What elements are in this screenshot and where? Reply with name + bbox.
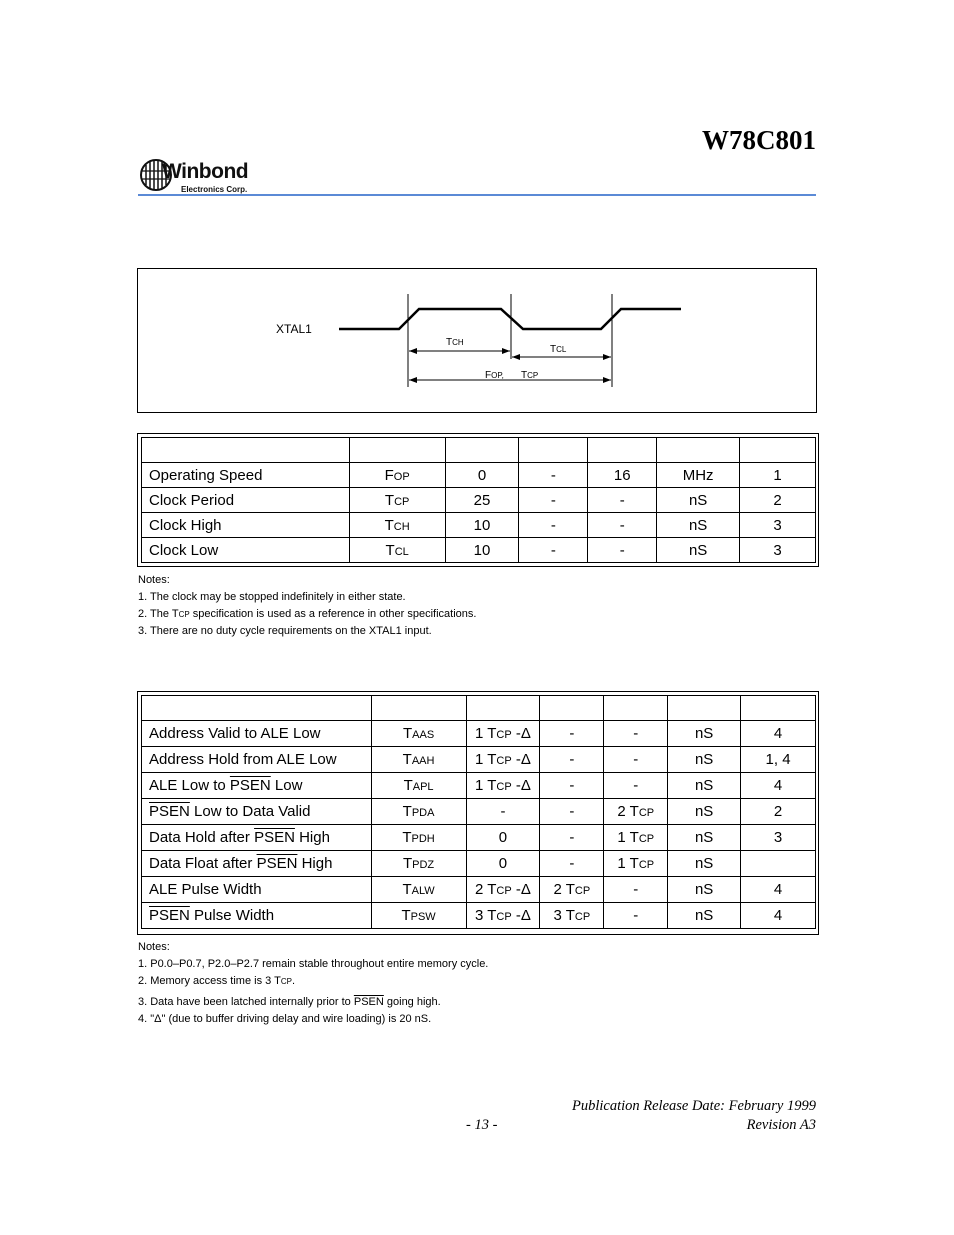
min-cell: 1 TCP -Δ [466, 721, 540, 747]
note-4: 4. "Δ" (due to buffer driving delay and wire loading) is 20 nS. [138, 1013, 432, 1025]
param-cell: Data Float after PSEN High [142, 851, 372, 877]
min-cell: 1 TCP -Δ [466, 747, 540, 773]
table-row [142, 721, 816, 747]
symbol-cell: FOP [349, 463, 445, 488]
header-rule [138, 194, 816, 196]
unit-cell: nS [668, 903, 741, 929]
logo-brand: Winbond [162, 160, 249, 183]
unit-cell: nS [668, 773, 741, 799]
winbond-logo [140, 157, 260, 195]
max-cell: 1 TCP [604, 825, 668, 851]
typ-cell: - [540, 851, 604, 877]
symbol-cell: TPSW [371, 903, 466, 929]
notes-cell: 2 [740, 488, 816, 513]
unit-cell: nS [657, 488, 740, 513]
table-row [142, 463, 816, 488]
signal-label: XTAL1 [276, 322, 312, 336]
notes-cell: 3 [741, 825, 816, 851]
note-heading: Notes: [138, 574, 170, 586]
note-3: 3. Data have been latched internally prior to PSEN going high. [138, 996, 441, 1008]
notes-cell: 4 [741, 773, 816, 799]
unit-cell: nS [668, 877, 741, 903]
typ-cell: - [540, 799, 604, 825]
clock-spec-table [141, 437, 816, 563]
part-number-title: W78C801 [702, 125, 816, 155]
symbol-cell: TPDH [371, 825, 466, 851]
max-cell: - [604, 773, 668, 799]
clock-notes [138, 572, 476, 640]
note-3: 3. There are no duty cycle requirements on the XTAL1 input. [138, 625, 432, 637]
notes-cell: 4 [741, 721, 816, 747]
param-cell: ALE Pulse Width [142, 877, 372, 903]
unit-cell: nS [657, 513, 740, 538]
max-cell: 2 TCP [604, 799, 668, 825]
notes-cell [741, 851, 816, 877]
table-row [142, 538, 816, 563]
max-cell: 16 [588, 463, 657, 488]
min-cell: 2 TCP -Δ [466, 877, 540, 903]
param-cell: Clock Period [142, 488, 350, 513]
typ-cell: - [519, 513, 588, 538]
symbol-cell: TALW [371, 877, 466, 903]
max-cell: - [604, 877, 668, 903]
typ-cell: 3 TCP [540, 903, 604, 929]
param-cell: PSEN Pulse Width [142, 903, 372, 929]
table-row [142, 851, 816, 877]
typ-cell: - [519, 463, 588, 488]
min-cell: 3 TCP -Δ [466, 903, 540, 929]
min-cell: - [466, 799, 540, 825]
symbol-cell: TAPL [371, 773, 466, 799]
min-cell: 25 [445, 488, 519, 513]
min-cell: 0 [445, 463, 519, 488]
typ-cell: - [519, 538, 588, 563]
note-1: 1. P0.0–P0.7, P2.0–P2.7 remain stable throughout entire memory cycle. [138, 958, 489, 970]
max-cell: - [588, 488, 657, 513]
xtal1-timing-diagram [137, 268, 817, 413]
page-number: - 13 - [466, 1117, 498, 1133]
notes-cell: 1 [740, 463, 816, 488]
notes-cell: 2 [741, 799, 816, 825]
table-row [142, 903, 816, 929]
notes-cell: 3 [740, 513, 816, 538]
max-cell: - [604, 721, 668, 747]
param-cell: Clock Low [142, 538, 350, 563]
max-cell: - [604, 903, 668, 929]
table-header-row [142, 696, 816, 721]
notes-cell: 3 [740, 538, 816, 563]
symbol-cell: TPDA [371, 799, 466, 825]
table-row [142, 488, 816, 513]
min-cell: 0 [466, 825, 540, 851]
min-cell: 1 TCP -Δ [466, 773, 540, 799]
memory-spec-table [141, 695, 816, 929]
symbol-cell: TAAS [371, 721, 466, 747]
typ-cell: - [540, 721, 604, 747]
table-row [142, 773, 816, 799]
min-cell: 0 [466, 851, 540, 877]
notes-cell: 4 [741, 903, 816, 929]
param-cell: Address Valid to ALE Low [142, 721, 372, 747]
typ-cell: - [540, 825, 604, 851]
min-cell: 10 [445, 513, 519, 538]
unit-cell: nS [657, 538, 740, 563]
symbol-cell: TCL [349, 538, 445, 563]
max-cell: - [588, 513, 657, 538]
param-cell: Clock High [142, 513, 350, 538]
unit-cell: nS [668, 825, 741, 851]
param-cell: ALE Low to PSEN Low [142, 773, 372, 799]
table-row [142, 747, 816, 773]
symbol-cell: TCH [349, 513, 445, 538]
memory-notes [138, 939, 488, 1028]
symbol-cell: TAAH [371, 747, 466, 773]
max-cell: 1 TCP [604, 851, 668, 877]
release-date: Publication Release Date: February 1999 [571, 1098, 816, 1114]
table-header-row [142, 438, 816, 463]
unit-cell: nS [668, 799, 741, 825]
table-row [142, 877, 816, 903]
tcl-label: TCL [550, 344, 567, 355]
notes-cell: 4 [741, 877, 816, 903]
unit-cell: nS [668, 851, 741, 877]
symbol-cell: TPDZ [371, 851, 466, 877]
unit-cell: MHz [657, 463, 740, 488]
notes-cell: 1, 4 [741, 747, 816, 773]
typ-cell: 2 TCP [540, 877, 604, 903]
table-row [142, 513, 816, 538]
table-row [142, 799, 816, 825]
tch-label: TCH [446, 337, 464, 348]
max-cell: - [588, 538, 657, 563]
fop-label: FOP, [485, 370, 504, 381]
unit-cell: nS [668, 721, 741, 747]
typ-cell: - [540, 773, 604, 799]
unit-cell: nS [668, 747, 741, 773]
param-cell: Data Hold after PSEN High [142, 825, 372, 851]
logo-subtitle: Electronics Corp. [181, 185, 248, 194]
typ-cell: - [540, 747, 604, 773]
note-2: 2. Memory access time is 3 TCP. [138, 975, 296, 987]
max-cell: - [604, 747, 668, 773]
note-2: 2. The TCP specification is used as a reference in other specifications. [138, 608, 477, 620]
symbol-cell: TCP [349, 488, 445, 513]
clock-waveform [339, 309, 681, 329]
typ-cell: - [519, 488, 588, 513]
tcp-label: TCP [521, 370, 539, 381]
param-cell: PSEN Low to Data Valid [142, 799, 372, 825]
note-1: 1. The clock may be stopped indefinitely in either state. [138, 591, 406, 603]
note-heading: Notes: [138, 941, 170, 953]
min-cell: 10 [445, 538, 519, 563]
param-cell: Operating Speed [142, 463, 350, 488]
param-cell: Address Hold from ALE Low [142, 747, 372, 773]
table-row [142, 825, 816, 851]
revision: Revision A3 [746, 1117, 816, 1133]
